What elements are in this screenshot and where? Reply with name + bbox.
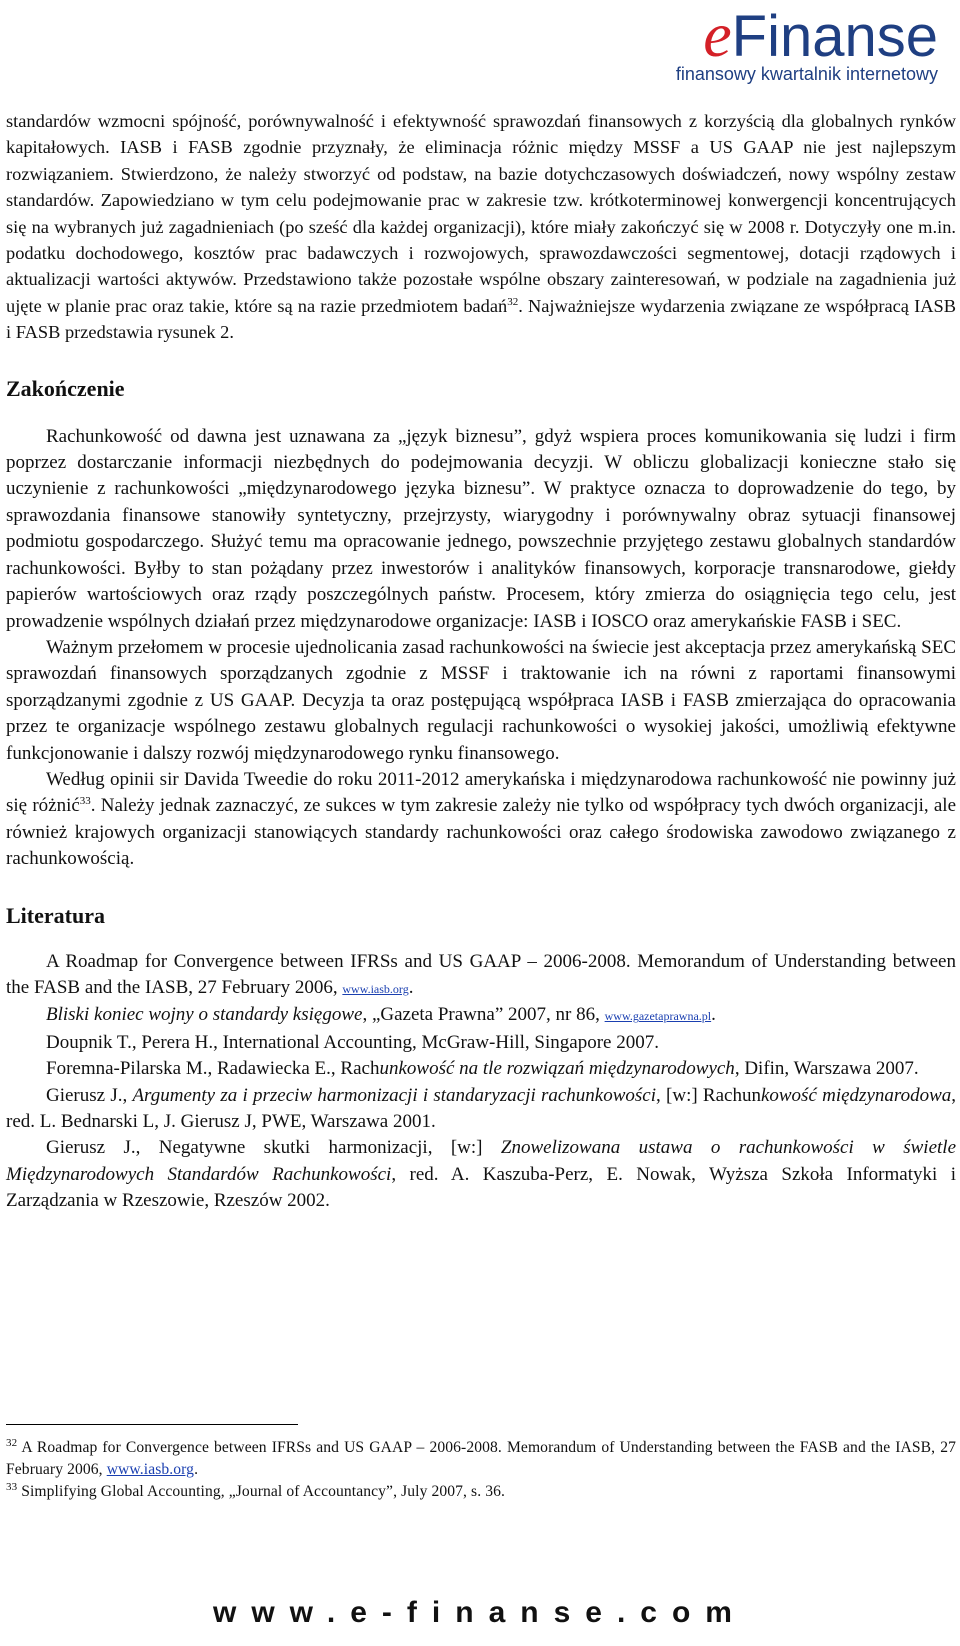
footer-website: www.e-finanse.com (213, 1596, 747, 1629)
paragraph-text: . Należy jednak zaznaczyć, ze sukces w tym zakresie zależy nie tylko od współpracy tych dwóch organizacji, ale również krajowych organizacji stanowiących standardy rachunkowości oraz całego środowiska zawodowo związanego z rachunkowością. (6, 795, 956, 870)
reference-text: . (711, 1004, 716, 1026)
footnote-number: 33 (6, 1481, 18, 1493)
footnote-divider (6, 1424, 298, 1425)
reference-text: , red. A. Kaszuba-Perz, E. Nowak, Wyższa Szkoła Informatyki i Zarządzania w Rzeszowie, Rzeszów 2002. (6, 1163, 956, 1212)
reference-item (6, 949, 956, 1003)
footnote-text: . (194, 1461, 199, 1478)
footnote-link-iasb[interactable]: www.iasb.org (106, 1461, 195, 1478)
paragraph-text: . Najważniejsze wydarzenia związane ze współpracą IASB i FASB przedstawia rysunek 2. (6, 295, 957, 343)
efinanse-logo (675, 0, 946, 88)
reference-text: Gierusz J., Negatywne skutki harmonizacji, [w:] (46, 1137, 501, 1159)
reference-title: Znowelizowana ustawa o rachunkowości w świetle Międzynarodowych Standardów Rachunkowości (6, 1137, 956, 1185)
reference-link-gazetaprawna[interactable]: www.gazetaprawna.pl (604, 1009, 712, 1024)
reference-text: , [w:] Rachun (656, 1084, 761, 1106)
reference-item: Doupnik T., Perera H., International Accounting, McGraw-Hill, Singapore 2007. (46, 1031, 659, 1053)
reference-text: . (408, 976, 414, 998)
reference-text: A Roadmap for Convergence between IFRSs and US GAAP – 2006-2008. Memorandum of Understanding between the FASB and the IASB, 27 February 2006, (6, 950, 956, 998)
footnote-ref-32[interactable]: 32 (507, 295, 519, 308)
paragraph-conclusion-2: Ważnym przełomem w procesie ujednolicania zasad rachunkowości na świecie jest akceptacja przez amerykańską SEC sprawozdań finansowych sporządzanych zgodnie z MSSF i traktowanie ich na równi z raportami finansowymi sporządzanymi zgodnie z US GAAP. Decyzja ta oraz postępującą współpraca IASB i FASB zmierzająca do opracowania przez te organizacje wspólnego zestawu globalnych regulacji rachunkowości o wysokiej jakości, umożliwią efektywne funkcjonowanie i dalszy rozwój międzynarodowego rynku finansowego. (6, 636, 956, 764)
logo-tagline: finansowy kwartalnik internetowy (675, 64, 938, 84)
section-heading-literature: Literatura (6, 902, 105, 928)
footnote-text: Simplifying Global Accounting, „Journal of Accountancy”, July 2007, s. 36. (17, 1483, 506, 1500)
paragraph-text: standardów wzmocni spójność, porównywalność i efektywność sprawozdań finansowych z korzyścią dla globalnych rynków kapitałowych. IASB i FASB zgodnie przyznały, że eliminacja różnic między MSSF a US GAAP nie jest najlepszym rozwiązaniem. Stwierdzono, że należy stworzyć od podstaw, na bazie dotychczasowych doświadczeń, nowy wspólny zestaw standardów. Zapowiedziano w tym celu podejmowanie prac w zakresie tzw. krótkoterminowej konwergencji koncentrujących się na wybranych już zagadnieniach (po sześć dla każdej organizacji), które miały zakończyć się w 2008 r. Dotyczyły one m.in. podatku dochodowego, kosztów prac badawczych i rozwojowych, sprawozdawczości segmentowej, dotacji rządowych i aktualizacji wartości aktywów. Przedstawiono także pozostałe wspólne obszary zainteresowań, w podziale na zagadnienia już ujęte w planie prac oraz takie, które są na razie przedmiotem badań (6, 111, 956, 316)
reference-title: Argumenty za i przeciw harmonizacji i standaryzacji rachunkowości (132, 1084, 657, 1106)
reference-item (6, 1002, 956, 1029)
reference-text: , „Gazeta Prawna” 2007, nr 86, (362, 1004, 605, 1026)
reference-item (6, 1135, 956, 1214)
reference-item (6, 1083, 956, 1136)
reference-title: kowość międzynarodowa (760, 1084, 952, 1106)
reference-text: , Difin, Warszawa 2007. (734, 1058, 919, 1080)
footnote-33 (6, 1481, 956, 1503)
reference-title: Bliski koniec wojny o standardy księgowe (46, 1004, 363, 1026)
logo-e: e (703, 0, 732, 70)
footnotes (6, 1424, 956, 1503)
reference-title: unkowość na tle rozwiązań międzynarodowych (379, 1058, 735, 1080)
section-heading-conclusion: Zakończenie (6, 375, 125, 401)
paragraph-text: Według opinii sir Davida Tweedie do roku 2011-2012 amerykańska i międzynarodowa rachunkowość nie powinny już się różnić (6, 768, 956, 817)
footnote-number: 32 (6, 1437, 18, 1449)
article-body (6, 108, 956, 1215)
reference-item (6, 1056, 956, 1082)
footnote-text: A Roadmap for Convergence between IFRSs and US GAAP – 2006-2008. Memorandum of Understanding between the FASB and the IASB, 27 February 2006, (6, 1439, 956, 1478)
reference-text: Gierusz J., (46, 1084, 133, 1106)
paragraph-conclusion-3 (6, 767, 956, 873)
footnote-32 (6, 1437, 956, 1481)
logo-finanse: Finanse (731, 4, 938, 69)
reference-text: Foremna-Pilarska M., Radawiecka E., Rach (46, 1058, 380, 1080)
reference-text: , red. L. Bednarski L, J. Gierusz J, PWE, Warszawa 2001. (6, 1084, 956, 1132)
paragraph-convergence (6, 108, 956, 346)
footnote-ref-33[interactable]: 33 (79, 795, 91, 808)
reference-link-iasb[interactable]: www.iasb.org (342, 981, 409, 996)
logo-brand (703, 0, 938, 70)
paragraph-conclusion-1: Rachunkowość od dawna jest uznawana za „język biznesu”, gdyż wspiera proces komunikowania się ludzi i firm poprzez dostarczanie informacji niezbędnych do podejmowania decyzji. W obliczu globalizacji konieczne stało się uczynienie z rachunkowości „międzynarodowego języka biznesu”. W praktyce oznacza to doprowadzenie do tego, by sprawozdania finansowe stanowiły syntetyczny, przejrzysty, wiarygodny i porównywalny obraz sytuacji finansowej podmiotu gospodarczego. Służyć temu ma opracowanie jednego, powszechnie przyjętego zestawu globalnych standardów rachunkowości. Byłby to stan pożądany przez inwestorów i analityków finansowych, korporacje transnarodowe, giełdy papierów wartościowych oraz rządy poszczególnych państw. Procesem, który zmierza do osiągnięcia tego celu, jest prowadzenie wspólnych działań przez międzynarodowe organizacje: IASB i IOSCO oraz amerykańskie FASB i SEC. (6, 425, 956, 632)
